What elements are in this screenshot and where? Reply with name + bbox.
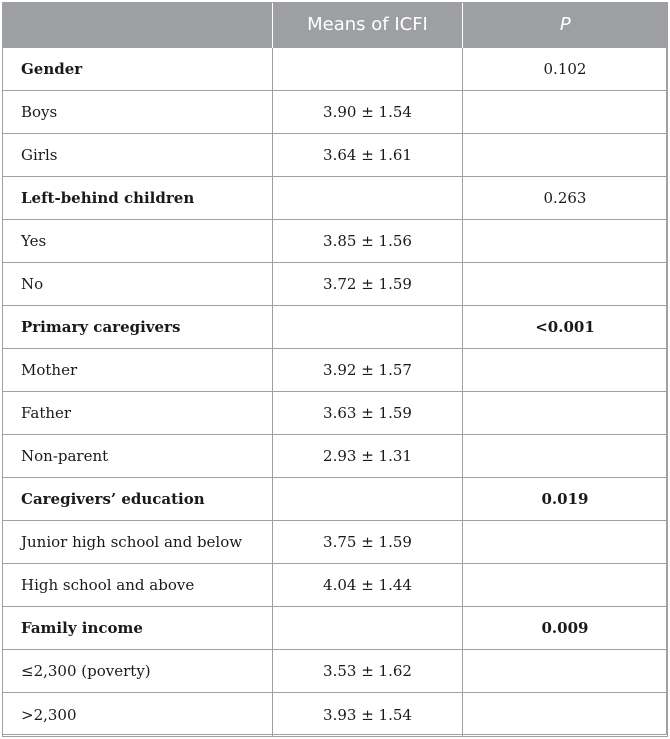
icfi-means-table: [2, 2, 668, 737]
row-mean-icfi: 2.93 ± 1.31: [273, 435, 463, 478]
row-mean-icfi: 3.72 ± 1.59: [273, 263, 463, 306]
row-label: ≤2,300 (poverty): [3, 650, 273, 693]
row-mean-icfi: [273, 48, 463, 91]
row-mean-icfi: 3.90 ± 1.54: [273, 91, 463, 134]
row-p-value: [463, 392, 668, 435]
row-p-value: [463, 220, 668, 263]
table-row: [3, 650, 668, 693]
row-mean-icfi: [273, 478, 463, 521]
table-header-row: [3, 2, 668, 48]
row-label: Girls: [3, 134, 273, 177]
row-mean-icfi: 3.63 ± 1.59: [273, 392, 463, 435]
table-row: [3, 521, 668, 564]
header-means-of-icfi: Means of ICFI: [273, 2, 463, 48]
row-mean-icfi: [273, 177, 463, 220]
table-row: [3, 220, 668, 263]
row-label: Primary caregivers: [3, 306, 273, 349]
row-mean-icfi: 3.75 ± 1.59: [273, 521, 463, 564]
row-p-value: [463, 91, 668, 134]
row-p-value: [463, 650, 668, 693]
table-row: [3, 134, 668, 177]
table-group-row: [3, 177, 668, 220]
row-p-value: 0.019: [463, 478, 668, 521]
row-label: Caregivers’ education: [3, 478, 273, 521]
header-p-value: P: [463, 2, 668, 48]
row-label: Father: [3, 392, 273, 435]
row-label: Junior high school and below: [3, 521, 273, 564]
row-label: Gender: [3, 48, 273, 91]
row-p-value: [463, 693, 668, 737]
row-label: Mother: [3, 349, 273, 392]
row-p-value: [463, 349, 668, 392]
row-p-value: [463, 263, 668, 306]
row-label: >2,300: [3, 693, 273, 737]
table-group-row: [3, 306, 668, 349]
row-label: High school and above: [3, 564, 273, 607]
row-mean-icfi: 3.93 ± 1.54: [273, 693, 463, 737]
row-label: Yes: [3, 220, 273, 263]
row-mean-icfi: 3.92 ± 1.57: [273, 349, 463, 392]
table-row: [3, 435, 668, 478]
row-mean-icfi: [273, 607, 463, 650]
row-mean-icfi: 3.64 ± 1.61: [273, 134, 463, 177]
row-p-value: [463, 435, 668, 478]
row-p-value: 0.263: [463, 177, 668, 220]
row-label: Boys: [3, 91, 273, 134]
row-label: Non-parent: [3, 435, 273, 478]
row-mean-icfi: [273, 306, 463, 349]
table-group-row: [3, 478, 668, 521]
table-row: [3, 392, 668, 435]
row-p-value: [463, 521, 668, 564]
row-mean-icfi: 4.04 ± 1.44: [273, 564, 463, 607]
row-p-value: 0.102: [463, 48, 668, 91]
table-row: [3, 91, 668, 134]
row-mean-icfi: 3.53 ± 1.62: [273, 650, 463, 693]
row-p-value: 0.009: [463, 607, 668, 650]
table-row: [3, 263, 668, 306]
header-variable: [3, 2, 273, 48]
table-group-row: [3, 48, 668, 91]
table-row: [3, 564, 668, 607]
row-p-value: <0.001: [463, 306, 668, 349]
table-row: [3, 349, 668, 392]
row-label: Left-behind children: [3, 177, 273, 220]
table-body: [3, 48, 668, 737]
table-row: [3, 693, 668, 737]
table-group-row: [3, 607, 668, 650]
row-p-value: [463, 564, 668, 607]
row-mean-icfi: 3.85 ± 1.56: [273, 220, 463, 263]
row-label: Family income: [3, 607, 273, 650]
row-label: No: [3, 263, 273, 306]
row-p-value: [463, 134, 668, 177]
